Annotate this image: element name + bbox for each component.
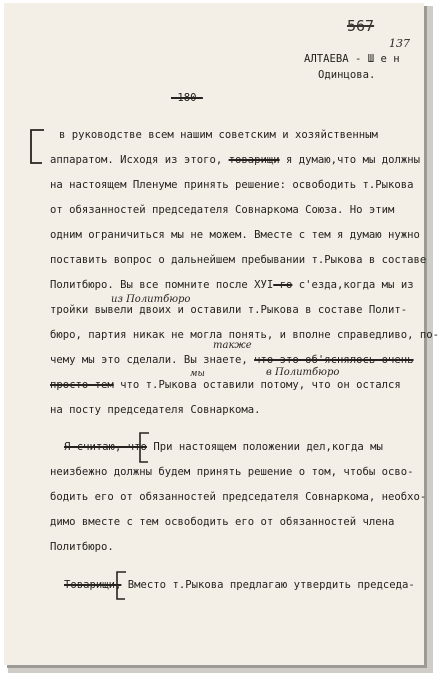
text-line-9: бюро, партия никак не могла понять, и вполне справедливо, по- xyxy=(50,329,440,341)
archive-page-number: 567 xyxy=(347,17,375,35)
header-line-1: АЛТАЕВА - Ш е н xyxy=(304,53,400,65)
text-line-2 xyxy=(50,154,420,166)
archive-number-handwritten: 137 xyxy=(389,37,410,50)
struck-eto-ob: что это об'яснялось очень xyxy=(254,354,414,366)
text-line-16: димо вместе с тем освободить его от обязанностей члена xyxy=(50,516,395,528)
text-line-14: неизбежно должны будем принять решение о том, чтобы осво- xyxy=(50,466,414,478)
text-line-12: на посту председателя Совнаркома. xyxy=(50,404,261,416)
handwritten-takzhe: также xyxy=(213,340,252,351)
text-line-7a: Политбюро. Вы все помните после ХУI xyxy=(50,279,274,291)
text-line-5: одним ограничиться мы не можем. Вместе с тем я думаю нужно xyxy=(50,229,420,241)
text-line-11b: что т.Рыкова оставили потому, что он остался xyxy=(120,379,401,391)
paragraph-bracket-1 xyxy=(24,127,48,167)
text-line-10a: чему мы это сделали. Вы знаете, xyxy=(50,354,248,366)
text-line-18b: Вместо т.Рыкова предлагаю утвердить председа- xyxy=(127,579,415,591)
text-line-6: поставить вопрос о дальнейшем пребывании т.Рыкова в составе xyxy=(50,254,427,266)
struck-ya-schitayu: Я считаю, что xyxy=(64,441,147,453)
handwritten-iz-politbyuro: из Политбюро xyxy=(111,294,191,305)
page-marker: -180- xyxy=(171,92,203,104)
text-line-1: в руководстве всем нашим советским и хозяйственным xyxy=(59,129,378,141)
handwritten-v-politbyuro: в Политбюро xyxy=(266,367,340,378)
struck-tovarishchi-2: Товарищи, xyxy=(64,579,122,591)
handwritten-my: мы xyxy=(190,369,205,379)
struck-tovarishchi-1: товарищи xyxy=(228,154,280,166)
text-line-15: бодить его от обязанностей председателя Совнаркома, необхо- xyxy=(50,491,427,503)
text-line-4: от обязанностей председателя Совнаркома Союза. Но этим xyxy=(50,204,395,216)
text-line-3: на настоящем Пленуме принять решение: освободить т.Рыкова xyxy=(50,179,414,191)
text-line-2a: аппаратом. Исходя из этого, xyxy=(50,154,223,166)
text-line-13b: При настоящем положении дел,когда мы xyxy=(153,441,383,453)
text-line-11 xyxy=(50,379,401,391)
text-line-17: Политбюро. xyxy=(50,541,114,553)
text-line-8: тройки вывели двоих и оставили т.Рыкова в составе Полит- xyxy=(50,304,408,316)
text-line-10 xyxy=(50,354,414,366)
text-line-13 xyxy=(64,441,383,453)
text-line-7 xyxy=(50,279,414,291)
struck-go: -го xyxy=(273,279,293,291)
text-line-2b: я думаю,что мы должны xyxy=(286,154,420,166)
text-line-18 xyxy=(64,579,415,591)
document-page xyxy=(4,3,440,665)
text-line-7b: с'езда,когда мы из xyxy=(298,279,414,291)
struck-prosto-tem: просто тем xyxy=(50,379,114,391)
header-line-2: Одинцова. xyxy=(318,69,376,81)
